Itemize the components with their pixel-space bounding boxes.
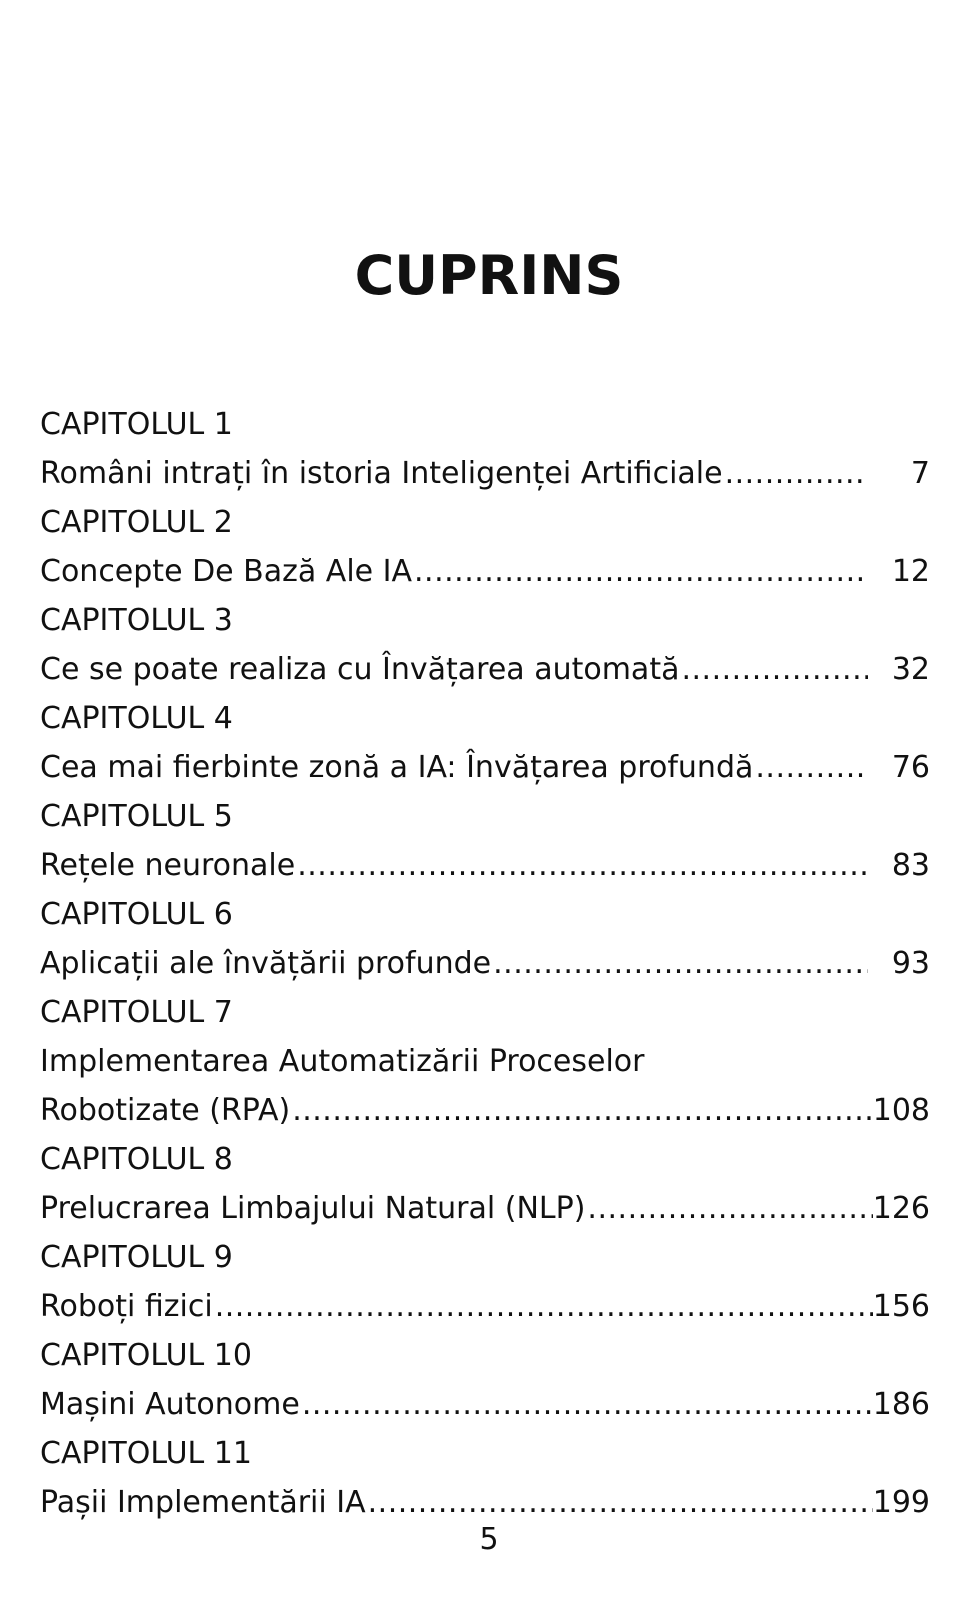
toc-entry[interactable] — [40, 645, 930, 694]
chapter-9 — [40, 1233, 930, 1282]
toc-entry[interactable] — [40, 939, 930, 988]
chapter-label: CAPITOLUL 10 — [40, 1338, 252, 1373]
entry-title: Ce se poate realiza cu Învățarea automată — [40, 652, 680, 687]
entry-title: Concepte De Bază Ale IA — [40, 554, 413, 589]
toc-entry[interactable] — [40, 841, 930, 890]
chapter-label: CAPITOLUL 1 — [40, 407, 233, 442]
entry-title: Rețele neuronale — [40, 848, 296, 883]
entry-title-continued — [40, 1037, 930, 1086]
toc-entry[interactable] — [40, 1086, 930, 1135]
toc-entry[interactable] — [40, 1184, 930, 1233]
entry-page-number: 32 — [891, 652, 930, 687]
leader-dots — [414, 547, 868, 596]
chapter-label: CAPITOLUL 2 — [40, 505, 233, 540]
entry-page-number: 126 — [872, 1191, 930, 1226]
chapter-label: CAPITOLUL 6 — [40, 897, 233, 932]
leader-dots — [725, 449, 868, 498]
leader-dots — [493, 939, 868, 988]
chapter-label: CAPITOLUL 3 — [40, 603, 233, 638]
leader-dots — [681, 645, 868, 694]
page-title: CUPRINS — [354, 244, 624, 307]
chapter-3 — [40, 596, 930, 645]
entry-page-number: 7 — [910, 456, 930, 491]
chapter-7 — [40, 988, 930, 1037]
entry-page-number: 186 — [872, 1387, 930, 1422]
entry-title: Mașini Autonome — [40, 1387, 300, 1422]
chapter-10 — [40, 1331, 930, 1380]
entry-page-number: 108 — [872, 1093, 930, 1128]
toc-entry[interactable] — [40, 743, 930, 792]
entry-page-number: 156 — [872, 1289, 930, 1324]
table-of-contents — [40, 400, 930, 1527]
chapter-4 — [40, 694, 930, 743]
leader-dots — [302, 1380, 873, 1429]
leader-dots — [292, 1086, 873, 1135]
chapter-6 — [40, 890, 930, 939]
entry-page-number: 12 — [891, 554, 930, 589]
entry-title: Pașii Implementării IA — [40, 1485, 366, 1520]
entry-title: Prelucrarea Limbajului Natural (NLP) — [40, 1191, 586, 1226]
chapter-1 — [40, 400, 930, 449]
chapter-label: CAPITOLUL 11 — [40, 1436, 252, 1471]
chapter-11 — [40, 1429, 930, 1478]
entry-title: Roboți fizici — [40, 1289, 213, 1324]
chapter-5 — [40, 792, 930, 841]
toc-entry[interactable] — [40, 449, 930, 498]
chapter-label: CAPITOLUL 7 — [40, 995, 233, 1030]
page-number: 5 — [479, 1522, 499, 1557]
entry-title: Aplicații ale învățării profunde — [40, 946, 492, 981]
entry-page-number: 76 — [891, 750, 930, 785]
entry-page-number: 83 — [891, 848, 930, 883]
chapter-label: CAPITOLUL 4 — [40, 701, 233, 736]
chapter-8 — [40, 1135, 930, 1184]
entry-title: Români intrați în istoria Inteligenței Artificiale — [40, 456, 723, 491]
entry-page-number: 93 — [891, 946, 930, 981]
leader-dots — [215, 1282, 873, 1331]
toc-entry[interactable] — [40, 1380, 930, 1429]
toc-entry[interactable] — [40, 547, 930, 596]
toc-entry[interactable] — [40, 1282, 930, 1331]
entry-title: Cea mai fierbinte zonă a IA: Învățarea profundă — [40, 750, 754, 785]
entry-title: Robotizate (RPA) — [40, 1093, 291, 1128]
entry-page-number: 199 — [872, 1485, 930, 1520]
chapter-label: CAPITOLUL 8 — [40, 1142, 233, 1177]
entry-title-line1: Implementarea Automatizării Proceselor — [40, 1044, 645, 1079]
chapter-2 — [40, 498, 930, 547]
leader-dots — [297, 841, 868, 890]
leader-dots — [587, 1184, 872, 1233]
chapter-label: CAPITOLUL 5 — [40, 799, 233, 834]
leader-dots — [755, 743, 868, 792]
chapter-label: CAPITOLUL 9 — [40, 1240, 233, 1275]
